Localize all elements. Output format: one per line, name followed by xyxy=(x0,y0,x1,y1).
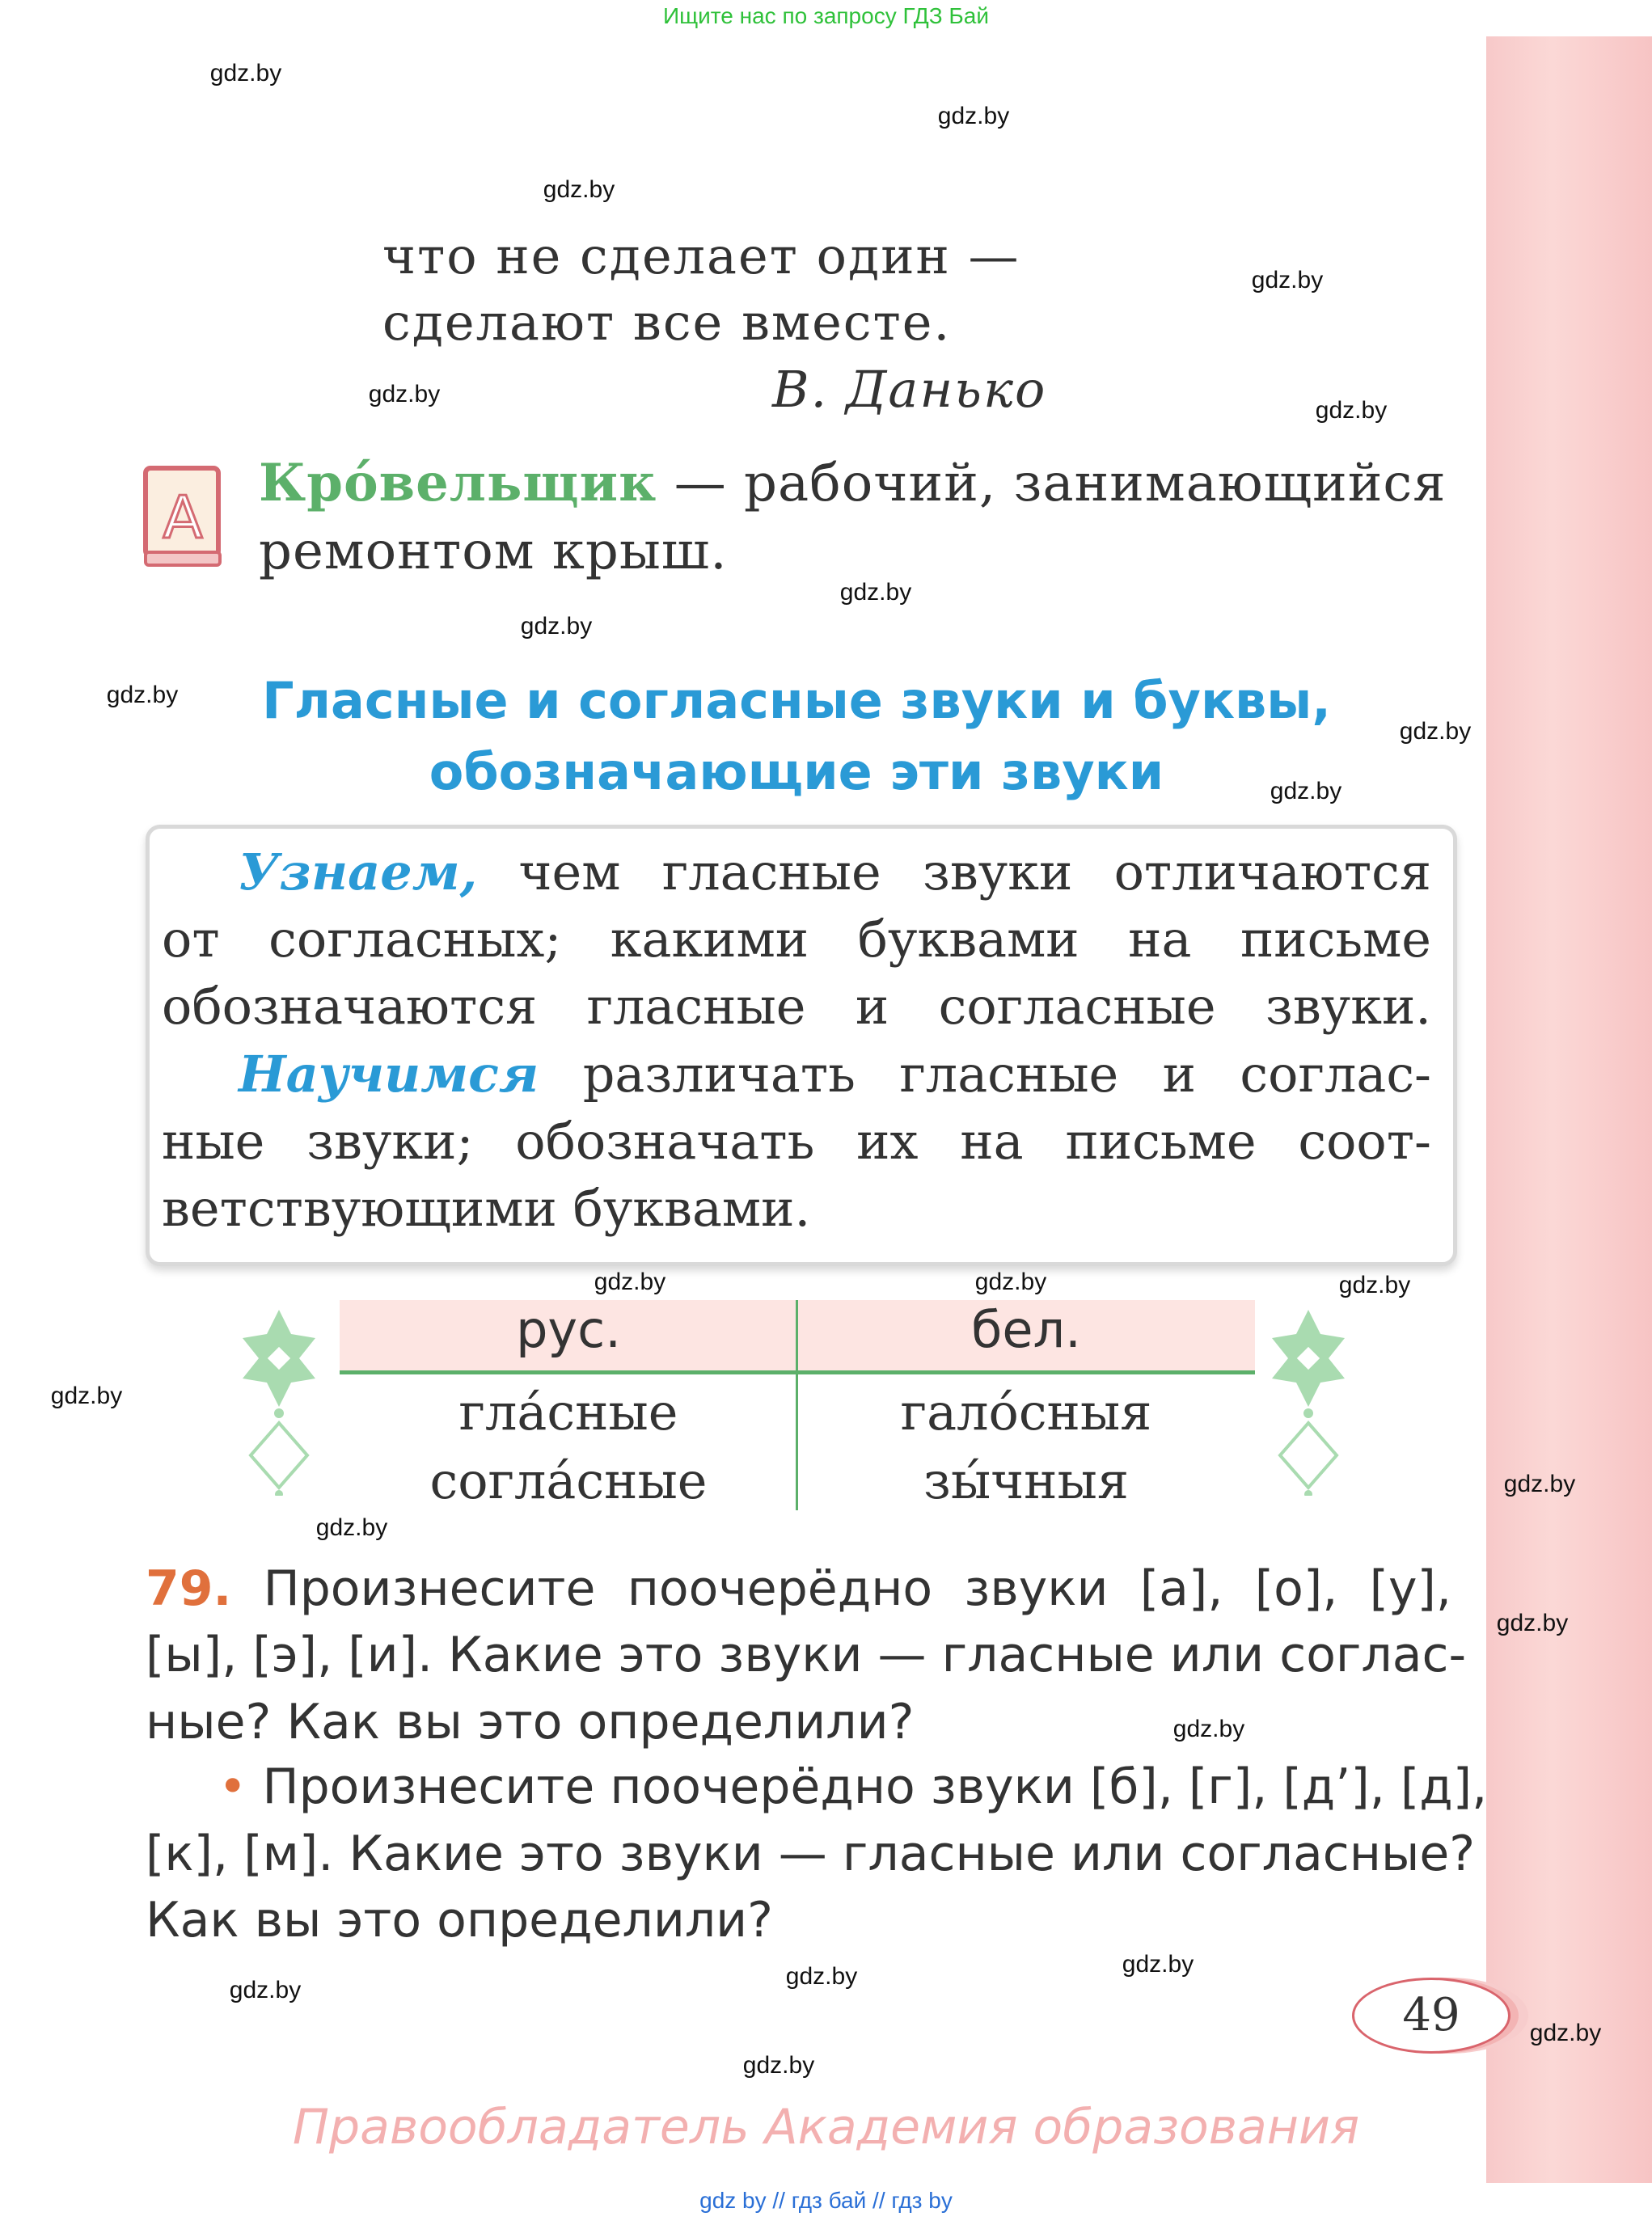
goals-line-3: обозначаются гласные и согласные звуки. xyxy=(162,977,1431,1036)
goals-line-6: ветствующими буквами. xyxy=(162,1179,811,1238)
goals-line-1 xyxy=(239,842,1431,901)
exercise-79-line-1 xyxy=(146,1560,1451,1617)
watermark: gdz.by xyxy=(1529,2020,1602,2046)
decorative-side-strip xyxy=(1486,36,1652,2183)
watermark: gdz.by xyxy=(594,1269,666,1295)
ornament-right-icon xyxy=(1272,1310,1345,1499)
vocab-header-rus: рус. xyxy=(516,1300,621,1359)
watermark: gdz.by xyxy=(368,381,441,407)
watermark: gdz.by xyxy=(106,682,179,708)
exercise-79-line-2: [ы], [э], [и]. Какие это звуки — гласные или соглас- xyxy=(146,1627,1467,1683)
vocab-cell: согла́сные xyxy=(429,1451,708,1510)
watermark: gdz.by xyxy=(839,579,912,606)
watermark: gdz.by xyxy=(785,1963,858,1990)
watermark: gdz.by xyxy=(1315,397,1388,424)
exercise-text: Произнесите поочерёдно звуки [а], [о], [у], xyxy=(231,1560,1451,1617)
watermark: gdz.by xyxy=(50,1383,123,1409)
exercise-79-line-4 xyxy=(218,1758,1488,1815)
bullet-icon: • xyxy=(218,1758,247,1815)
watermark: gdz.by xyxy=(1122,1951,1194,1978)
watermark: gdz.by xyxy=(1399,718,1472,745)
exercise-number: 79. xyxy=(146,1560,232,1617)
watermark: gdz.by xyxy=(1251,267,1324,293)
goals-text: различать гласные и соглас- xyxy=(539,1045,1431,1104)
vocab-header-bel: бел. xyxy=(971,1300,1081,1359)
book-letter-a-icon xyxy=(142,465,223,568)
definition-line-2: ремонтом крыш. xyxy=(259,521,728,581)
section-title-line-1: Гласные и согласные звуки и буквы, xyxy=(262,671,1331,730)
search-banner[interactable]: Ищите нас по запросу ГДЗ Бай xyxy=(662,3,990,28)
poem-line-2: сделают все вместе. xyxy=(382,293,952,352)
watermark: gdz.by xyxy=(1270,778,1342,804)
exercise-79-line-5: [к], [м]. Какие это звуки — гласные или согласные? xyxy=(146,1826,1476,1882)
vocab-cell: гла́сные xyxy=(458,1383,678,1442)
goals-skills-label: Научимся xyxy=(239,1045,539,1104)
ornament-left-icon xyxy=(243,1310,315,1499)
watermark: gdz.by xyxy=(543,176,615,203)
exercise-79-line-6: Как вы это определили? xyxy=(146,1892,774,1948)
watermark: gdz.by xyxy=(937,103,1010,129)
watermark: gdz.by xyxy=(1172,1716,1245,1742)
definition-line-1 xyxy=(259,453,1447,513)
poem-line-1: что не сделает один — xyxy=(382,226,1020,285)
goals-learn-label: Узнаем, xyxy=(239,842,478,901)
watermark: gdz.by xyxy=(1338,1272,1411,1298)
definition-text: — рабочий, занимающийся xyxy=(657,454,1447,513)
vocab-cell: гало́сныя xyxy=(900,1383,1152,1442)
vocab-cell: зы́чныя xyxy=(923,1451,1129,1510)
goals-text: чем гласные звуки отличаются xyxy=(477,842,1431,901)
exercise-79-line-3: ные? Как вы это определили? xyxy=(146,1694,915,1750)
watermark: gdz.by xyxy=(1503,1471,1576,1497)
watermark: gdz.by xyxy=(742,2052,815,2079)
watermark: gdz.by xyxy=(1496,1610,1569,1636)
page-number: 49 xyxy=(1352,1978,1510,2054)
goals-line-5: ные звуки; обозначать их на письме соот- xyxy=(162,1112,1431,1171)
section-title-line-2: обозначающие эти звуки xyxy=(429,742,1164,801)
watermark: gdz.by xyxy=(520,613,593,640)
copyright-notice: Правообладатель Академия образования xyxy=(292,2099,1360,2155)
exercise-text: Произнесите поочерёдно звуки [б], [г], [д’], [д], xyxy=(247,1758,1488,1815)
goals-line-4 xyxy=(239,1045,1431,1104)
definition-term: Кро́вельщик xyxy=(259,453,657,513)
watermark: gdz.by xyxy=(209,60,282,87)
watermark: gdz.by xyxy=(315,1514,388,1541)
poem-author: В. Данько xyxy=(772,360,1047,419)
goals-line-2: от согласных; какими буквами на письме xyxy=(162,910,1431,969)
watermark: gdz.by xyxy=(229,1977,302,2003)
watermark: gdz.by xyxy=(974,1269,1047,1295)
footer-links[interactable]: gdz by // гдз бай // гдз by xyxy=(699,2188,953,2213)
book-letter: А xyxy=(163,483,203,551)
